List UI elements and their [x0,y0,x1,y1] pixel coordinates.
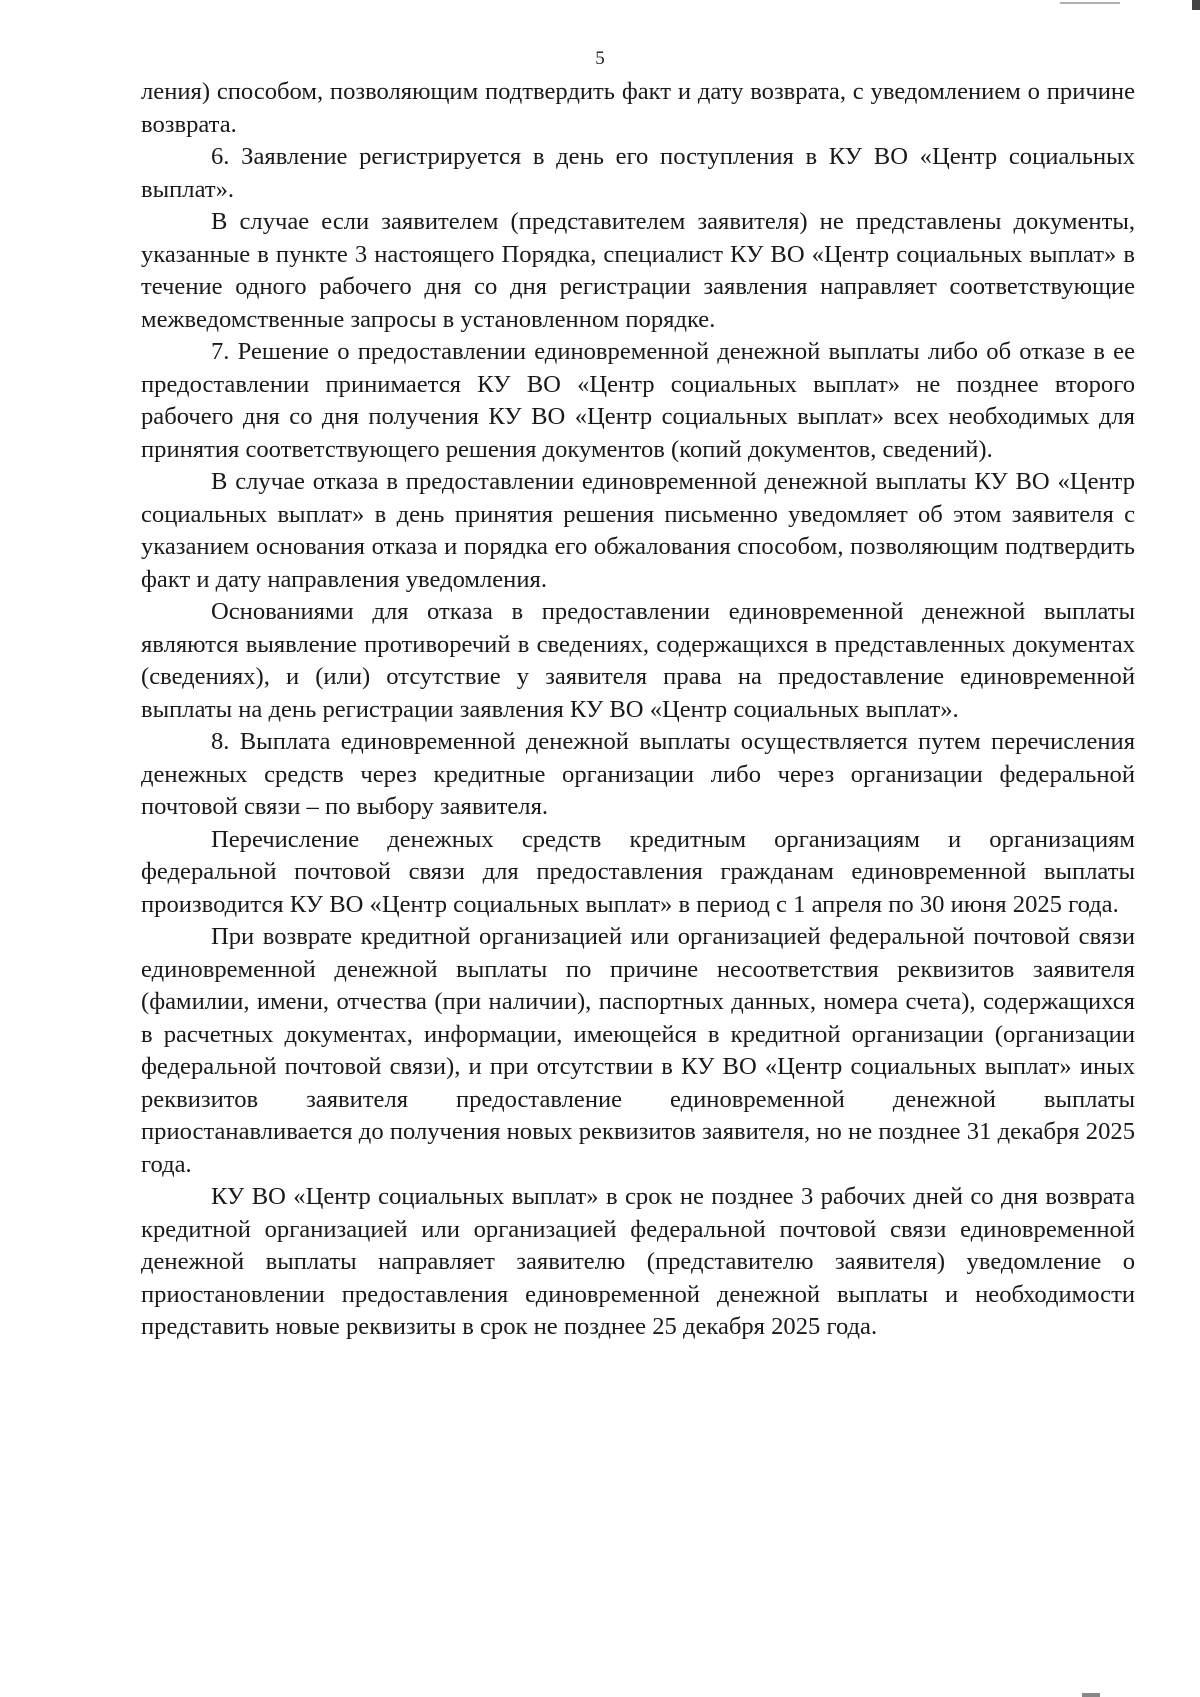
scan-artifact-top-line [1060,2,1120,4]
paragraph-payment-return: При возврате кредитной организацией или организацией федеральной почтовой связи единовременной денежной выплаты по причине несоответствия реквизитов заявителя (фамилии, имени, отчества (при наличии), паспортных данных, номера счета), содержащихся в расчетных документах, информации, имеющейся в кредитной организации (организации федеральной почтовой связи), и при отсутствии в КУ ВО «Центр социальных выплат» иных реквизитов заявителя предоставление единовременной денежной выплаты приостанавливается до получения новых реквизитов заявителя, но не позднее 31 декабря 2025 года. [141,923,1135,1178]
paragraph-interagency-requests: В случае если заявителем (представителем заявителя) не представлены документы, указанные в пункте 3 настоящего Порядка, специалист КУ ВО «Центр социальных выплат» в течение одного рабочего дня со дня регистрации заявления направляет соответствующие межведомственные запросы в установленном порядке. [141,208,1135,333]
paragraph-refusal-grounds: Основаниями для отказа в предоставлении единовременной денежной выплаты являются выявление противоречий в сведениях, содержащихся в представленных документах (сведениях), и (или) отсутствие у заявителя права на предоставление единовременной выплаты на день регистрации заявления КУ ВО «Центр социальных выплат». [141,598,1135,723]
paragraph-item-7: 7. Решение о предоставлении единовременной денежной выплаты либо об отказе в ее предоставлении принимается КУ ВО «Центр социальных выплат» не позднее второго рабочего дня со дня получения КУ ВО «Центр социальных выплат» всех необходимых для принятия соответствующего решения документов (копий документов, сведений). [141,338,1135,463]
paragraph-refusal-notice: В случае отказа в предоставлении единовременной денежной выплаты КУ ВО «Центр социальных выплат» в день принятия решения письменно уведомляет об этом заявителя с указанием основания отказа и порядка его обжалования способом, позволяющим подтвердить факт и дату направления уведомления. [141,468,1135,593]
page-number: 5 [595,48,605,69]
paragraph-suspension-notice: КУ ВО «Центр социальных выплат» в срок не позднее 3 рабочих дней со дня возврата кредитной организацией или организацией федеральной почтовой связи единовременной денежной выплаты направляет заявителю (представителю заявителя) уведомление о приостановлении предоставления единовременной денежной выплаты и необходимости представить новые реквизиты в срок не позднее 25 декабря 2025 года. [141,1183,1135,1340]
scan-artifact-bottom-right [1082,1693,1100,1697]
paragraph-item-8: 8. Выплата единовременной денежной выплаты осуществляется путем перечисления денежных средств через кредитные организации либо через организации федеральной почтовой связи – по выбору заявителя. [141,728,1135,820]
paragraph-item-6: 6. Заявление регистрируется в день его поступления в КУ ВО «Центр социальных выплат». [141,143,1135,203]
paragraph-transfer-period: Перечисление денежных средств кредитным организациям и организациям федеральной почтовой связи для предоставления гражданам единовременной выплаты производится КУ ВО «Центр социальных выплат» в период с 1 апреля по 30 июня 2025 года. [141,825,1135,918]
scan-artifact-top-right [1192,0,1200,10]
document-body [141,76,1135,1344]
paragraph-continuation: ления) способом, позволяющим подтвердить факт и дату возврата, с уведомлением о причине возврата. [141,78,1135,138]
